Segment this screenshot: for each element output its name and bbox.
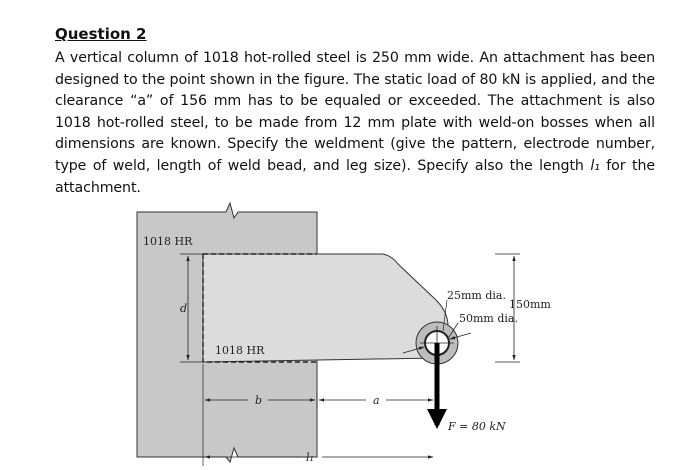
dimension-l1-label: l₁ (306, 451, 314, 464)
attachment-label: 1018 HR (215, 344, 265, 357)
question-text-part1: A vertical column of 1018 hot-rolled steel is 250 mm wide. An attachment has been designed to the point shown in the figure. The static load of 80 kN is applied, and the clearance “a” of 156 mm has to be equaled or exceeded. The attachment is also 1018 hot-rolled steel, to be made from 12 mm plate with weld-on bosses when all dimensions are known. Specify the weldment (give the pattern, electrode number, type of weld, length of weld bead, and leg size). Specify also the length (55, 50, 655, 174)
question-text-part2: for the attachment. (55, 157, 655, 196)
question-title: Question 2 (55, 25, 147, 43)
boss-small-label: 25mm dia. (447, 289, 506, 302)
dimension-a-label: a (373, 394, 380, 407)
boss-large-label: 50mm dia. (459, 312, 518, 325)
column-label: 1018 HR (143, 235, 193, 248)
height-label: 150mm (509, 298, 551, 311)
dimension-d-label: d (180, 302, 188, 315)
question-text-symbol: l₁ (590, 157, 600, 174)
force-label: F = 80 kN (448, 420, 506, 433)
dimension-b-label: b (255, 394, 263, 407)
